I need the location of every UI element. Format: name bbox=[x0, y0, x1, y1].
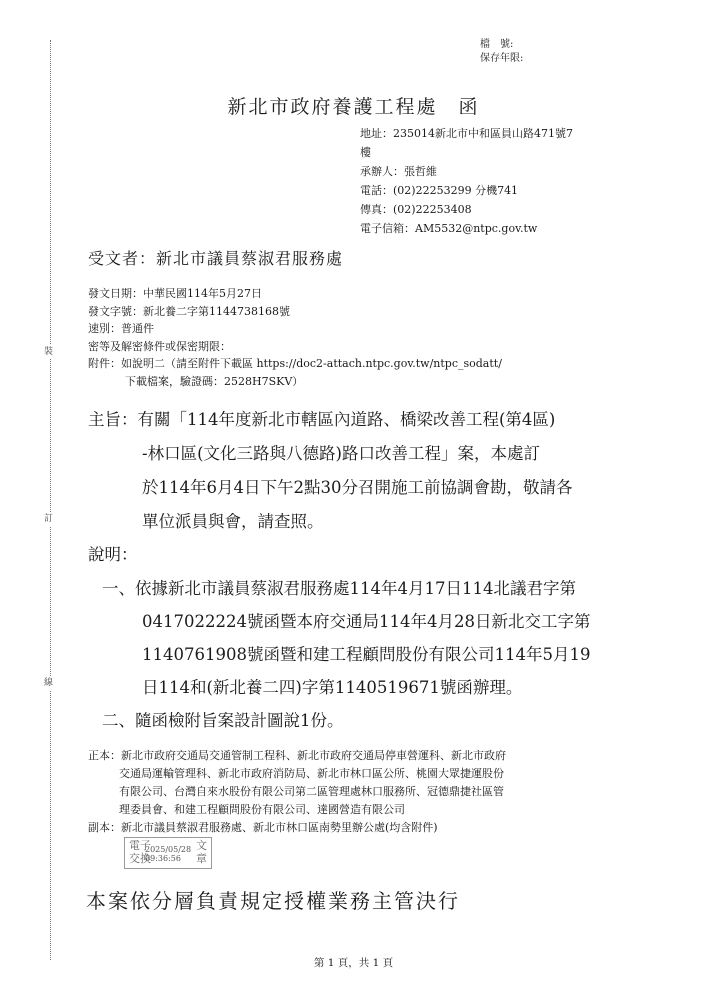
explanation-section bbox=[102, 572, 590, 737]
document-title: 新北市政府養護工程處 函 bbox=[227, 96, 480, 118]
copy-recipients: 副本：新北市議員蔡淑君服務處、新北市林口區南勢里辦公處(均含附件) bbox=[88, 821, 438, 834]
retention-label: 保存年限: bbox=[480, 53, 524, 64]
binding-mark-ding: 訂 bbox=[44, 514, 54, 524]
contact-block bbox=[360, 124, 573, 238]
explanation-heading: 說明： bbox=[88, 545, 138, 564]
secrecy-level: 密等及解密條件或保密期限： bbox=[88, 339, 231, 353]
address-line-2: 樓 bbox=[360, 146, 371, 159]
explain-item-1-line-2: 0417022224號函暨本府交通局114年4月28日新北交工字第 bbox=[142, 612, 591, 631]
fax: 傳真：(02)22253408 bbox=[360, 203, 472, 216]
attachment-line-2: 下載檔案，驗證碼：2528H7SKV） bbox=[125, 374, 304, 388]
subject-line-4: 單位派員與會，請查照。 bbox=[142, 512, 324, 531]
binding-mark-zhuang: 裝 bbox=[44, 347, 54, 357]
explain-item-2: 二、隨函檢附旨案設計圖說1份。 bbox=[102, 711, 344, 730]
file-meta bbox=[480, 38, 523, 66]
issue-date: 發文日期：中華民國114年5月27日 bbox=[88, 287, 262, 300]
main-recipients-line-4: 理委員會、和建工程顧問股份有限公司、達國營造有限公司 bbox=[119, 803, 405, 816]
handler: 承辦人：張哲維 bbox=[360, 165, 437, 178]
explain-item-1-line-4: 日114和(新北養二四)字第1140519671號函辦理。 bbox=[142, 678, 523, 697]
main-recipients-line-1: 正本：新北市政府交通局交通管制工程科、新北市政府交通局停車營運科、新北市政府 bbox=[88, 749, 506, 762]
subject-line-3: 於114年6月4日下午2點30分召開施工前協調會勘，敬請各 bbox=[142, 478, 573, 497]
speed-class: 速別：普通件 bbox=[88, 322, 154, 335]
binding-line bbox=[50, 40, 51, 960]
binding-mark-xian: 線 bbox=[44, 678, 54, 688]
delegation-statement: 本案依分層負責規定授權業務主管決行 bbox=[86, 889, 460, 913]
address-line-1: 地址：235014新北市中和區員山路471號7 bbox=[360, 127, 573, 140]
distribution-section bbox=[88, 747, 506, 837]
stamp-datetime: 2025/05/28 09:36:56 bbox=[145, 845, 192, 863]
recipient: 受文者：新北市議員蔡淑君服務處 bbox=[88, 249, 344, 268]
explain-item-1-line-1: 一、依據新北市議員蔡淑君服務處114年4月17日114北議君字第 bbox=[102, 579, 576, 598]
subject-section bbox=[88, 403, 572, 539]
electronic-exchange-stamp bbox=[124, 837, 212, 869]
document-meta bbox=[88, 285, 502, 390]
file-number-label: 檔 號: bbox=[480, 39, 514, 50]
main-recipients-line-3: 有限公司、台灣自來水股份有限公司第二區管理處林口服務所、冠德鼎捷社區管 bbox=[119, 785, 504, 798]
attachment-line-1[interactable]: 附件：如說明二（請至附件下載區 https://doc2-attach.ntpc.gov.tw/ntpc_sodatt/ bbox=[88, 357, 502, 370]
explain-item-1-line-3: 1140761908號函暨和建工程顧問股份有限公司114年5月19 bbox=[142, 645, 591, 664]
stamp-right-text: 文 章 bbox=[196, 839, 207, 865]
issue-number: 發文字號：新北養二字第1144738168號 bbox=[88, 304, 290, 318]
stamp-left-text: 電子 交換 bbox=[129, 839, 151, 865]
email: 電子信箱：AM5532@ntpc.gov.tw bbox=[360, 222, 538, 235]
subject-line-2: -林口區(文化三路與八德路)路口改善工程」案，本處訂 bbox=[142, 444, 540, 463]
subject-line-1: 主旨：有關「114年度新北市轄區內道路、橋梁改善工程(第4區) bbox=[88, 410, 556, 429]
phone: 電話：(02)22253299 分機741 bbox=[360, 184, 519, 197]
main-recipients-line-2: 交通局運輸管理科、新北市政府消防局、新北市林口區公所、桃園大眾捷運股份 bbox=[119, 767, 504, 780]
page-footer: 第 1 頁，共 1 頁 bbox=[313, 957, 394, 969]
